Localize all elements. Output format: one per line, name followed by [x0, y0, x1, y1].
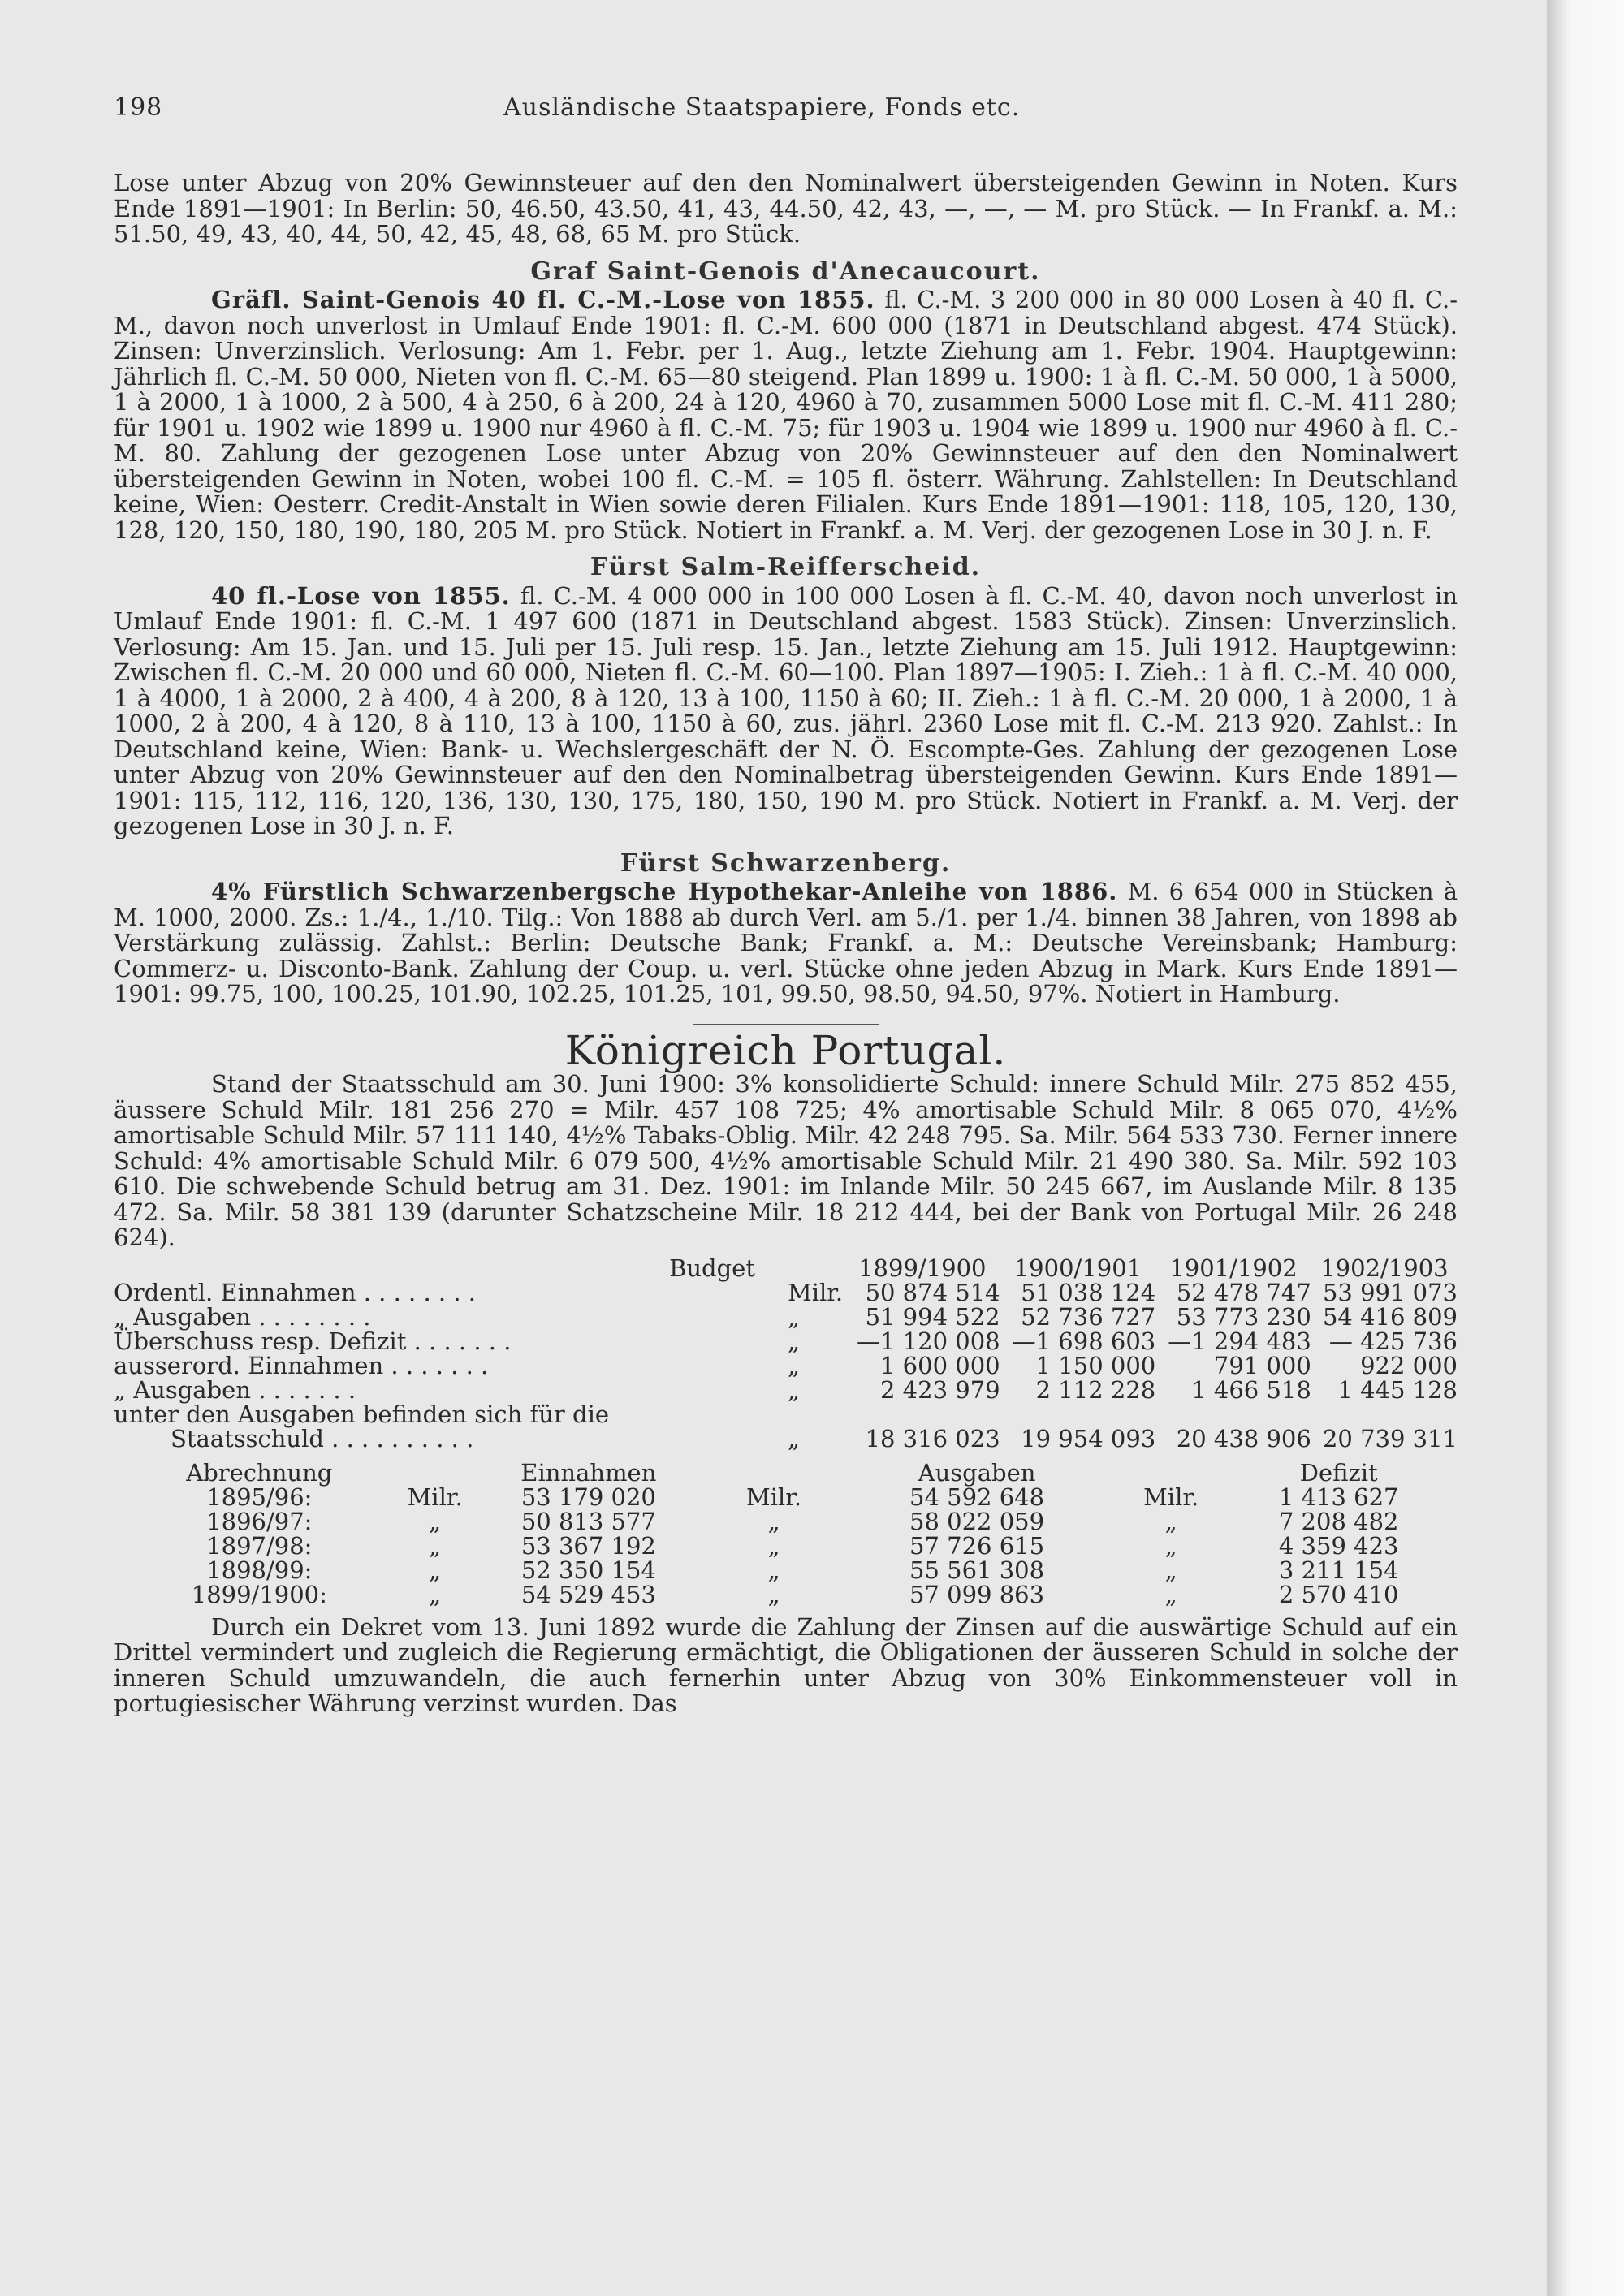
budget-note: unter den Ausgaben befinden sich für die: [114, 1400, 610, 1428]
section-divider: [693, 1024, 879, 1025]
budget-cell: 20 739 311: [1322, 1424, 1458, 1452]
abrechnung-defizit: 7 208 482: [1278, 1507, 1399, 1535]
budget-cell: 53 991 073: [1322, 1278, 1458, 1306]
abrechnung-header: Defizit: [1299, 1458, 1378, 1487]
abrechnung-header: Abrechnung: [186, 1458, 333, 1487]
abrechnung-unit: „: [429, 1580, 442, 1608]
abrechnung-einnahmen: 54 529 453: [520, 1580, 656, 1608]
budget-year: 1899/1900: [858, 1254, 987, 1282]
lead-saint-genois: Gräfl. Saint-Genois 40 fl. C.-M.-Lose von 1855.: [211, 286, 875, 313]
budget-cell: 18 316 023: [865, 1424, 1000, 1452]
budget-cell: 1 445 128: [1337, 1375, 1458, 1404]
budget-cell: 52 736 727: [1021, 1302, 1156, 1331]
budget-unit: „: [788, 1302, 801, 1331]
page-edge: [1547, 0, 1624, 2296]
country-title: Königreich Portugal.: [564, 1026, 1007, 1074]
abrechnung-year: 1898/99:: [206, 1556, 313, 1584]
budget-unit: „: [788, 1327, 801, 1355]
budget-cell: 52 478 747: [1176, 1278, 1311, 1306]
abrechnung-year: 1899/1900:: [191, 1580, 327, 1608]
abrechnung-row: [114, 1558, 1453, 1582]
abrechnung-ausgaben: 57 726 615: [909, 1531, 1045, 1560]
budget-row: [114, 1329, 1458, 1353]
budget-cell: 50 874 514: [865, 1278, 1000, 1306]
budget-cell: 922 000: [1360, 1351, 1458, 1379]
budget-cell: —1 294 483: [1168, 1327, 1311, 1355]
lead-schwarzenberg: 4% Fürstlich Schwarzenbergsche Hypothekar-Anleihe von 1886.: [211, 878, 1118, 905]
section-paragraph-saint-genois: [114, 287, 1458, 543]
abrechnung-einnahmen: 52 350 154: [520, 1556, 656, 1584]
abrechnung-unit: „: [429, 1507, 442, 1535]
abrechnung-unit: Milr.: [746, 1482, 802, 1511]
abrechnung-table: [114, 1458, 1453, 1608]
budget-row: [114, 1426, 1458, 1451]
abrechnung-unit: „: [1164, 1507, 1177, 1535]
abrechnung-einnahmen: 50 813 577: [520, 1507, 656, 1535]
budget-row-label: ausserord. Einnahmen . . . . . . .: [114, 1351, 489, 1379]
budget-unit: „: [788, 1351, 801, 1379]
budget-cell: —1 698 603: [1012, 1327, 1156, 1355]
page-header: [114, 93, 1453, 130]
abrechnung-unit: „: [767, 1531, 780, 1560]
portugal-intro: Stand der Staatsschuld am 30. Juni 1900: 3% konsolidierte Schuld: innere Schuld Milr. 275 852 455, äussere Schuld Milr. 181 256 270 = Milr. 457 108 725; 4% amortisable Schuld Milr. 8 065 070, 4½% amortisable Schuld Milr. 57 111 140, 4½% Tabaks-Oblig. Milr. 42 248 795. Sa. Milr. 564 533 730. Ferner innere Schuld: 4% amortisable Schuld Milr. 6 079 500, 4½% amortisable Schuld Milr. 21 490 380. Sa. Milr. 592 103 610. Die schwebende Schuld betrug am 31. Dez. 1901: im Inlande Milr. 50 245 667, im Auslande Milr. 8 135 472. Sa. Milr. 58 381 139 (darunter Schatzscheine Milr. 18 212 444, bei der Bank von Portugal Milr. 26 248 624).: [114, 1070, 1458, 1251]
intro-paragraph: Lose unter Abzug von 20% Gewinnsteuer auf den den Nominalwert übersteigenden Gewinn in Noten. Kurs Ende 1891—1901: In Berlin: 50, 46.50, 43.50, 41, 43, 44.50, 42, 43, —, —, — M. pro Stück. — In Frankf. a. M.: 51.50, 49, 43, 40, 44, 50, 42, 45, 48, 68, 65 M. pro Stück.: [114, 169, 1458, 248]
abrechnung-unit: Milr.: [407, 1482, 463, 1511]
page-number: 198: [114, 93, 163, 122]
budget-row-label: Ordentl. Einnahmen . . . . . . . .: [114, 1278, 477, 1306]
lead-salm: 40 fl.-Lose von 1855.: [211, 581, 511, 610]
abrechnung-row: [114, 1582, 1453, 1607]
abrechnung-header-row: [114, 1461, 1453, 1485]
budget-cell: 19 954 093: [1021, 1424, 1156, 1452]
body-saint-genois: fl. C.-M. 3 200 000 in 80 000 Losen à 40 fl. C.-M., davon noch unverlost in Umlauf Ende 1901: fl. C.-M. 600 000 (1871 in Deutschland abgest. 474 Stück). Zinsen: Unverzinslich. Verlosung: Am 1. Febr. per 1. Aug., letzte Ziehung am 1. Febr. 1904. Hauptgewinn: Jährlich fl. C.-M. 50 000, Nieten von fl. C.-M. 65—80 steigend. Plan 1899 u. 1900: 1 à fl. C.-M. 50 000, 1 à 5000, 1 à 2000, 1 à 1000, 2 à 500, 4 à 250, 6 à 200, 24 à 120, 4960 à 70, zusammen 5000 Lose mit fl. C.-M. 411 280; für 1901 u. 1902 wie 1899 u. 1900 nur 4960 à fl. C.-M. 75; für 1903 u. 1904 wie 1899 u. 1900 nur 4960 à fl. C.-M. 80. Zahlung der gezogenen Lose unter Abzug von 20% Gewinnsteuer auf den den Nominalwert übersteigenden Gewinn in Noten, wobei 100 fl. C.-M. = 105 fl. österr. Währung. Zahlstellen: In Deutschland keine, Wien: Oesterr. Credit-Anstalt in Wien sowie deren Filialen. Kurs Ende 1891—1901: 118, 105, 120, 130, 128, 120, 150, 180, 190, 180, 205 M. pro Stück. Notiert in Frankf. a. M. Verj. der gezogenen Lose in 30 J. n. F.: [114, 286, 1458, 544]
budget-table: [114, 1256, 1458, 1451]
abrechnung-unit: „: [429, 1556, 442, 1584]
budget-label: Budget: [669, 1254, 755, 1282]
section-paragraph-salm: [114, 581, 1458, 839]
budget-row-label: „ Ausgaben . . . . . . . .: [114, 1302, 371, 1331]
budget-cell: 1 150 000: [1035, 1351, 1156, 1379]
abrechnung-unit: „: [767, 1580, 780, 1608]
abrechnung-defizit: 2 570 410: [1278, 1580, 1399, 1608]
abrechnung-unit: „: [1164, 1531, 1177, 1560]
section-heading-saint-genois: Graf Saint-Genois d'Anecaucourt.: [530, 257, 1041, 286]
budget-cell: 2 423 979: [880, 1375, 1000, 1404]
budget-unit: „: [788, 1424, 801, 1452]
budget-cell: 1 600 000: [880, 1351, 1000, 1379]
abrechnung-ausgaben: 55 561 308: [909, 1556, 1045, 1584]
budget-cell: 791 000: [1213, 1351, 1311, 1379]
section-paragraph-schwarzenberg: [114, 879, 1458, 1008]
abrechnung-year: 1896/97:: [206, 1507, 313, 1535]
budget-cell: —1 120 008: [857, 1327, 1000, 1355]
budget-cell: 1 466 518: [1191, 1375, 1311, 1404]
abrechnung-unit: „: [429, 1531, 442, 1560]
budget-cell: 51 038 124: [1021, 1278, 1156, 1306]
budget-row: [114, 1280, 1458, 1305]
budget-year: 1901/1902: [1169, 1254, 1298, 1282]
abrechnung-defizit: 1 413 627: [1278, 1482, 1399, 1511]
abrechnung-unit: Milr.: [1143, 1482, 1199, 1511]
budget-row: [114, 1378, 1458, 1402]
budget-cell: 2 112 228: [1035, 1375, 1156, 1404]
abrechnung-row: [114, 1485, 1453, 1509]
budget-row: [114, 1305, 1458, 1329]
abrechnung-einnahmen: 53 367 192: [520, 1531, 656, 1560]
budget-cell: 53 773 230: [1176, 1302, 1311, 1331]
abrechnung-unit: „: [1164, 1580, 1177, 1608]
budget-row: [114, 1353, 1458, 1378]
section-heading-salm: Fürst Salm-Reifferscheid.: [590, 553, 982, 581]
budget-unit: Milr.: [788, 1278, 844, 1306]
section-heading-schwarzenberg: Fürst Schwarzenberg.: [620, 848, 952, 878]
abrechnung-defizit: 4 359 423: [1278, 1531, 1399, 1560]
abrechnung-header: Ausgaben: [918, 1458, 1036, 1487]
budget-cell: 54 416 809: [1322, 1302, 1458, 1331]
budget-row-label: Überschuss resp. Defizit . . . . . . .: [114, 1327, 512, 1355]
abrechnung-unit: „: [767, 1507, 780, 1535]
budget-unit: „: [788, 1375, 801, 1404]
budget-cell: 20 438 906: [1176, 1424, 1311, 1452]
budget-row-label: Staatsschuld . . . . . . . . . .: [171, 1424, 474, 1452]
running-title: Ausländische Staatspapiere, Fonds etc.: [503, 93, 1021, 122]
abrechnung-header: Einnahmen: [520, 1458, 657, 1487]
abrechnung-row: [114, 1509, 1453, 1534]
budget-year: 1902/1903: [1320, 1254, 1449, 1282]
abrechnung-year: 1897/98:: [206, 1531, 313, 1560]
abrechnung-einnahmen: 53 179 020: [520, 1482, 656, 1511]
abrechnung-defizit: 3 211 154: [1278, 1556, 1399, 1584]
abrechnung-unit: „: [767, 1556, 780, 1584]
body-salm: fl. C.-M. 4 000 000 in 100 000 Losen à fl. C.-M. 40, davon noch unverlost in Umlauf Ende 1901: fl. C.-M. 1 497 600 (1871 in Deutschland abgest. 1583 Stück). Zinsen: Unverzinslich. Verlosung: Am 15. Jan. und 15. Juli per 15. Juli resp. 15. Jan., letzte Ziehung am 15. Juli 1912. Hauptgewinn: Zwischen fl. C.-M. 20 000 und 60 000, Nieten fl. C.-M. 60—100. Plan 1897—1905: I. Zieh.: 1 à fl. C.-M. 40 000, 1 à 4000, 1 à 2000, 2 à 400, 4 à 200, 8 à 120, 13 à 100, 1150 à 60; II. Zieh.: 1 à fl. C.-M. 20 000, 1 à 2000, 1 à 1000, 2 à 200, 4 à 120, 8 à 110, 13 à 100, 1150 à 60, zus. jährl. 2360 Lose mit fl. C.-M. 213 920. Zahlst.: In Deutschland keine, Wien: Bank- u. Wechslergeschäft der N. Ö. Escompte-Ges. Zahlung der gezogenen Lose unter Abzug von 20% Gewinnsteuer auf den den Nominalbetrag übersteigenden Gewinn. Kurs Ende 1891—1901: 115, 112, 116, 120, 136, 130, 130, 175, 180, 150, 190 M. pro Stück. Notiert in Frankf. a. M. Verj. der gezogenen Lose in 30 J. n. F.: [114, 581, 1458, 839]
budget-cell: 51 994 522: [865, 1302, 1000, 1331]
budget-header-row: [114, 1256, 1458, 1280]
budget-row-label: „ Ausgaben . . . . . . .: [114, 1375, 356, 1404]
abrechnung-ausgaben: 54 592 648: [909, 1482, 1045, 1511]
abrechnung-year: 1895/96:: [206, 1482, 313, 1511]
budget-year: 1900/1901: [1013, 1254, 1142, 1282]
abrechnung-row: [114, 1534, 1453, 1558]
budget-note-row: [114, 1402, 1458, 1426]
closing-paragraph: Durch ein Dekret vom 13. Juni 1892 wurde die Zahlung der Zinsen auf die auswärtige Schuld auf ein Drittel vermindert und zugleich die Regierung ermächtigt, die Obligationen der äusseren Schuld in solche der inneren Schuld umzuwandeln, die auch fernerhin unter Abzug von 30% Einkommensteuer voll in portugiesischer Währung verzinst wurden. Das: [114, 1612, 1458, 1717]
abrechnung-ausgaben: 58 022 059: [909, 1507, 1045, 1535]
abrechnung-unit: „: [1164, 1556, 1177, 1584]
body-schwarzenberg: M. 6 654 000 in Stücken à M. 1000, 2000. Zs.: 1./4., 1./10. Tilg.: Von 1888 ab durch Verl. am 5./1. per 1./4. binnen 38 Jahren, von 1898 ab Verstärkung zulässig. Zahlst.: Berlin: Deutsche Bank; Frankf. a. M.: Deutsche Vereinsbank; Hamburg: Commerz- u. Disconto-Bank. Zahlung der Coup. u. verl. Stücke ohne jeden Abzug in Mark. Kurs Ende 1891—1901: 99.75, 100, 100.25, 101.90, 102.25, 101.25, 101, 99.50, 98.50, 94.50, 97%. Notiert in Hamburg.: [114, 878, 1458, 1008]
abrechnung-ausgaben: 57 099 863: [909, 1580, 1045, 1608]
budget-cell: — 425 736: [1328, 1327, 1458, 1355]
page-content: [114, 170, 1458, 1717]
